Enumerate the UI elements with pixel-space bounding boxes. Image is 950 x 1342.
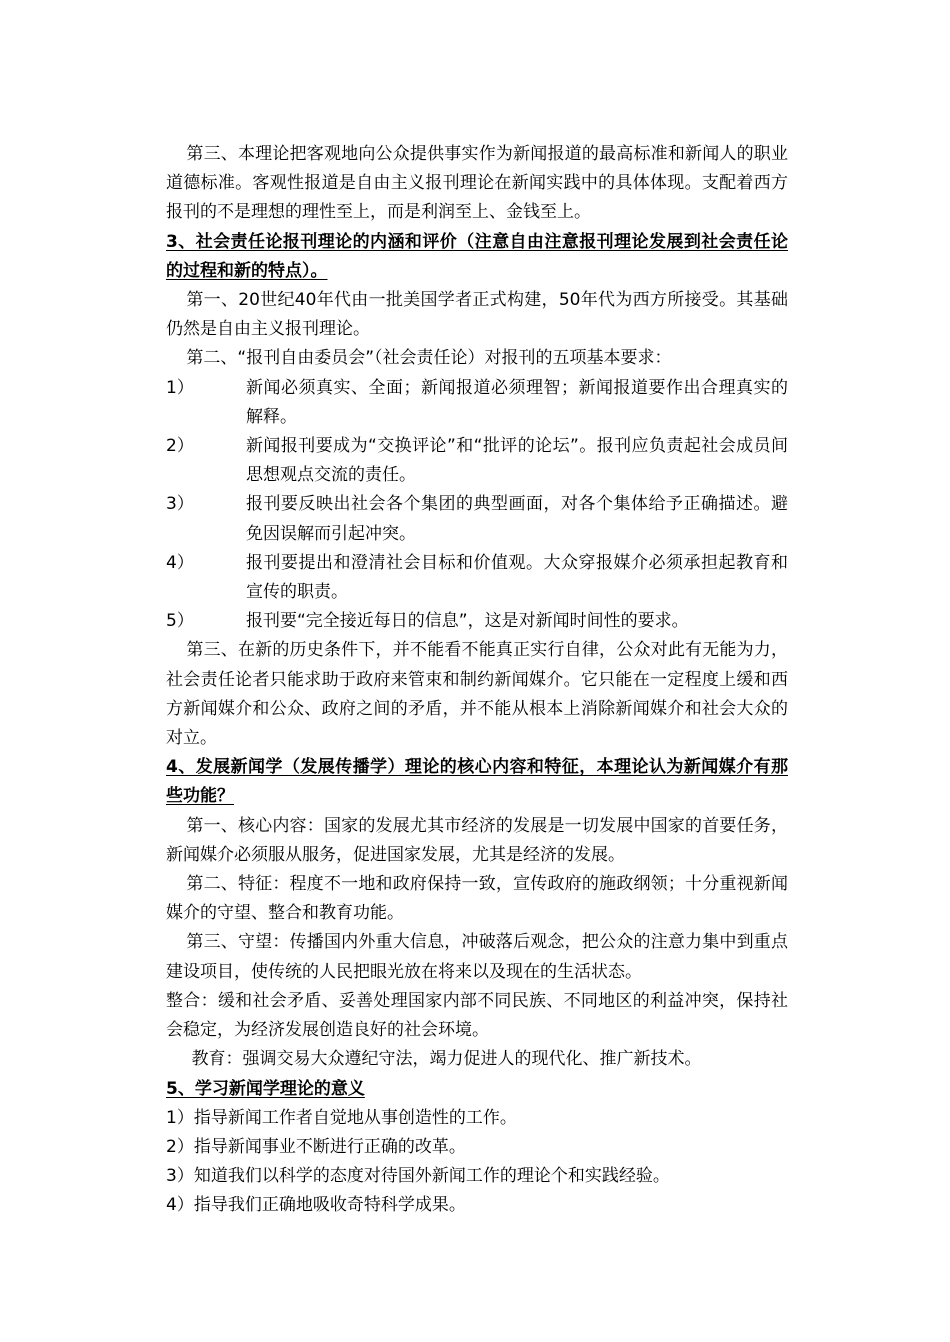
section5-heading: 5、学习新闻学理论的意义: [166, 1078, 365, 1099]
item-number: 1）: [166, 377, 194, 398]
item-text: 新闻必须真实、全面；新闻报道必须理智；新闻报道要作出合理真实的解释。: [246, 377, 788, 427]
section3-para1: 第一、20世纪40年代由一批美国学者正式构建，50年代为西方所接受。其基础仍然是自由主义报刊理论。: [166, 290, 788, 340]
item-number: 4）: [166, 552, 194, 573]
item-number: 2）: [166, 436, 194, 457]
intro-paragraph: 第三、本理论把客观地向公众提供事实作为新闻报道的最高标准和新闻人的职业道德标准。客观性报道是自由主义报刊理论在新闻实践中的具体体现。支配着西方报刊的不是理想的理性至上，而是利润至上、金钱至上。: [166, 144, 788, 223]
item-text: 新闻报刊要成为“交换评论”和“批评的论坛”。报刊应负责起社会成员间思想观点交流的责任。: [246, 436, 788, 486]
section3-heading: 3、社会责任论报刊理论的内涵和评价（注意自由注意报刊理论发展到社会责任论的过程和新的特点）。: [166, 231, 788, 281]
item-text: 报刊要反映出社会各个集团的典型画面，对各个集体给予正确描述。避免因误解而引起冲突。: [246, 494, 788, 544]
document-page: [166, 140, 788, 1221]
section4-para1: 第一、核心内容：国家的发展尤其市经济的发展是一切发展中国家的首要任务，新闻媒介必须服从服务，促进国家发展，尤其是经济的发展。: [166, 815, 788, 865]
section5-item-3: 3）知道我们以科学的态度对待国外新闻工作的理论个和实践经验。: [166, 1166, 670, 1187]
section4-para3: 第三、守望：传播国内外重大信息，冲破落后观念，把公众的注意力集中到重点建设项目，使传统的人民把眼光放在将来以及现在的生活状态。: [166, 932, 788, 982]
section5-item-2: 2）指导新闻事业不断进行正确的改革。: [166, 1136, 466, 1157]
section3-item-4: [166, 549, 788, 607]
item-number: 3）: [166, 494, 194, 515]
section5-item-1: 1）指导新闻工作者自觉地从事创造性的工作。: [166, 1107, 517, 1128]
section4-para2: 第二、特征：程度不一地和政府保持一致，宣传政府的施政纲领；十分重视新闻媒介的守望、整合和教育功能。: [166, 874, 788, 924]
section5-item-4: 4）指导我们正确地吸收奇特科学成果。: [166, 1195, 466, 1216]
section3-item-5: [166, 607, 788, 636]
section3-para2: 第二、“报刊自由委员会”（社会责任论）对报刊的五项基本要求：: [186, 348, 672, 369]
section4-para4: 整合：缓和社会矛盾、妥善处理国家内部不同民族、不同地区的利益冲突，保持社会稳定，为经济发展创造良好的社会环境。: [166, 990, 788, 1041]
item-text: 报刊要提出和澄清社会目标和价值观。大众穿报媒介必须承担起教育和宣传的职责。: [246, 552, 788, 603]
item-text: 报刊要“完全接近每日的信息”，这是对新闻时间性的要求。: [246, 611, 689, 632]
item-number: 5）: [166, 611, 194, 632]
section3-item-3: [166, 490, 788, 548]
section3-item-1: [166, 374, 788, 432]
section4-heading: 4、发展新闻学（发展传播学）理论的核心内容和特征，本理论认为新闻媒介有那些功能？: [166, 757, 788, 807]
section4-para5: 教育：强调交易大众遵纪守法，竭力促进人的现代化、推广新技术。: [191, 1049, 702, 1070]
section3-para3: 第三、在新的历史条件下，并不能看不能真正实行自律，公众对此有无能为力，社会责任论者只能求助于政府来管束和制约新闻媒介。它只能在一定程度上缓和西方新闻媒介和公众、政府之间的矛盾，并不能从根本上消除新闻媒介和社会大众的对立。: [166, 640, 788, 749]
section3-item-2: [166, 432, 788, 490]
